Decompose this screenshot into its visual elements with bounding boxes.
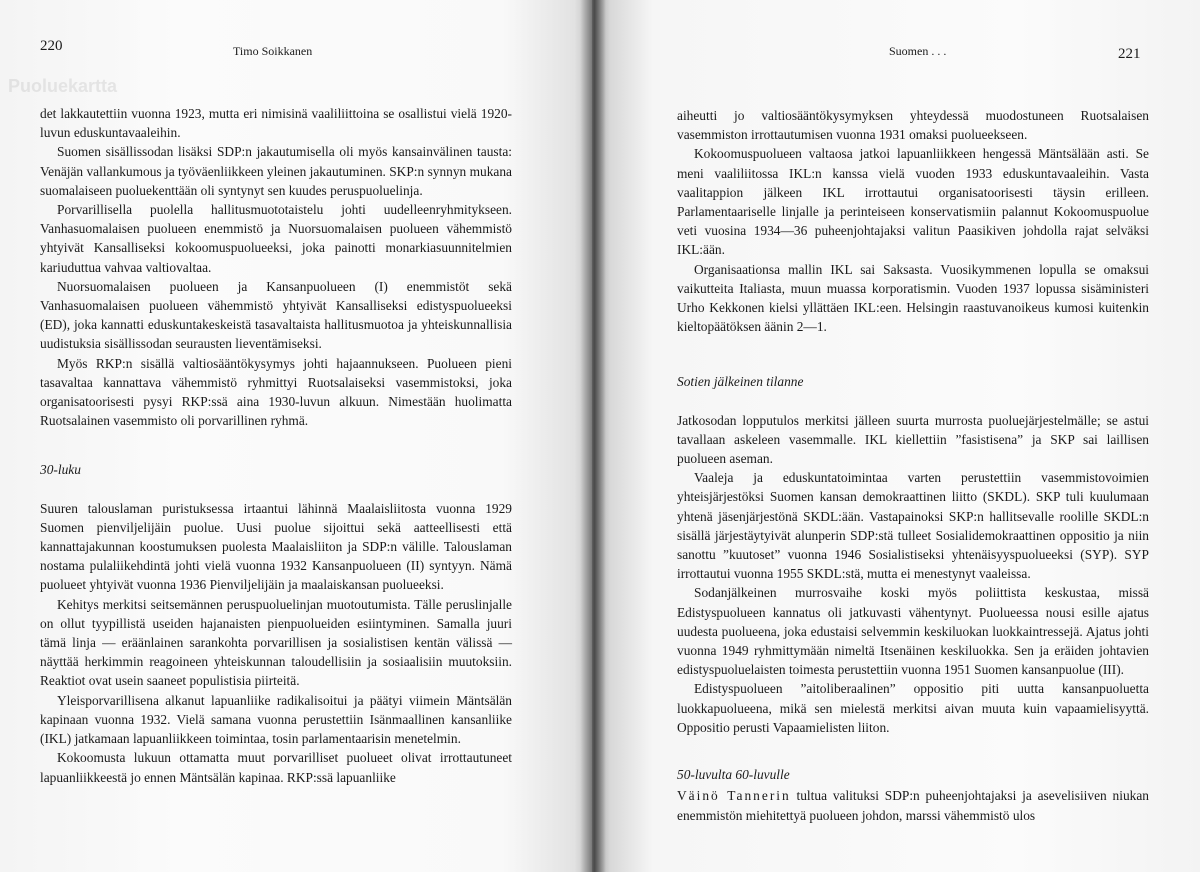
paragraph: Kokoomusta lukuun ottamatta muut porvarilliset puolueet olivat irrottautuneet lapuanliikkeestä jo ennen Mäntsälän kapinaa. RKP:ssä lapuanliike: [40, 750, 512, 785]
section-heading-50-60-luku: 50-luvulta 60-luvulle: [677, 767, 790, 783]
page-number-right: 221: [1118, 46, 1141, 62]
section-heading-30-luku: 30-luku: [40, 462, 81, 478]
running-head-author: Timo Soikkanen: [233, 44, 313, 58]
paragraph: Myös RKP:n sisällä valtiosääntökysymys johti hajaannukseen. Puolueen pieni tasavaltaa kannattava vähemmistö ryhmittyi Ruotsalaiseksi vasemmistoksi, joka organisatoorisesti pysyi RKP:ssä aina 1930-luvun alkuun. Nimestään huolimatta Ruotsalainen vasemmisto oli porvarillinen ryhmä.: [40, 355, 512, 429]
paragraph: Kokoomuspuolueen valtaosa jatkoi lapuanliikkeen hengessä Mäntsälään asti. Se meni vaaliliitossa IKL:n kanssa vielä vuoden 1933 eduskuntavaaleihin. Vasta vaalitappion jälkeen IKL irrottautui organisatoorisesti täysin erilleen. Parlamentaariselle linjalle ja perinteiseen konservatismiin palannut Kokoomuspuolue veti vuosina 1934—36 puheenjohtajaksi valitun Paasikiven johdolla rajat selväksi IKL:ään.: [677, 146, 1149, 258]
paragraph-text: tultua valituksi SDP:n puheenjohtajaksi ja asevelisiiven niukan enemmistön miehitettyä puolueen johdon, marssi vähemmistö ulos: [677, 788, 1149, 823]
paragraph: [677, 786, 1149, 824]
paragraph: Jatkosodan lopputulos merkitsi jälleen suurta murrosta puoluejärjestelmälle; se astui tavallaan askeleen vasemmalle. IKL kiellettiin ”fasistisena” ja SKP sai laillisen puolueen aseman.: [677, 412, 1149, 467]
right-intro-block: [677, 106, 1149, 336]
paragraph: Suuren talouslaman puristuksessa irtaantui lähinnä Maalaisliitosta vuonna 1929 Suomen pienviljelijäin puolue. Uusi puolue sijoittui sekä aatteellisesti että kannattajakunnan koostumuksen puolesta Maalaisliiton ja SDP:n välille. Talouslaman nostama pulaliikehdintä johti vielä vuonna 1932 Kansanpuolueen (II) syntyyn. Nämä puolueet yhtyivät vuonna 1936 Pienviljelijäin ja maalaiskansan puolueeksi.: [40, 500, 512, 593]
paragraph: det lakkautettiin vuonna 1923, mutta eri nimisinä vaaliliittoina se osallistui vielä 1920-luvun eduskuntavaaleihin.: [40, 106, 512, 141]
right-section1-block: [677, 411, 1149, 737]
paragraph: Vaaleja ja eduskuntatoimintaa varten perustettiin vasemmistovoimien yhteisjärjestöksi Suomen kansan demokraattinen liitto (SKDL). SKP tuli kuulumaan yhtenä jäsenjärjestönä SKDL:ään. Vastapainoksi SKP:n hallitsevalle roolille SKDL:n sisällä järjestäytyivät alunperin SDP:stä tulleet Sosialidemokraattinen oppositio ja niin sanottu ”kuutoset” vuonna 1946 Sosialistiseksi yhtenäisyyspuolueeksi (SYP). SYP irrottautui vuonna 1955 SKDL:stä, mutta ei menestynyt vaaleissa.: [677, 470, 1149, 582]
paragraph: aiheutti jo valtiosääntökysymyksen yhteydessä muodostuneen Ruotsalaisen vasemmiston irrottautumisen vuonna 1931 omaksi puolueekseen.: [677, 108, 1149, 143]
paragraph: Organisaationsa mallin IKL sai Saksasta. Vuosikymmenen lopulla se omaksui vaikutteita Italiasta, muun muassa korporatismin. Vuoden 1937 lopussa sisäministeri Urho Kekkonen kielsi yllättäen IKL:een. Helsingin raastuvanoikeus kumosi kuitenkin kieltopäätöksen äänin 2—1.: [677, 261, 1149, 335]
paragraph: Suomen sisällissodan lisäksi SDP:n jakautumisella oli myös kansainvälinen tausta: Venäjän vallankumous ja työväenliikkeen yleinen jakautuminen. SKP:n synnyn mukana suomalaiseen puoluekenttään oli syntynyt sen kuudes peruspuoluelinja.: [40, 144, 512, 198]
right-text-column: [677, 106, 1149, 825]
left-text-column: [40, 104, 512, 787]
paragraph: Edistyspuolueen ”aitoliberaalinen” oppositio piti uutta kansanpuoluetta luokkapuolueena, mikä sen mielestä merkitsi aivan muuta kuin vapaamielisyyttä. Oppositio perusti Vapaamielisten liiton.: [677, 681, 1149, 735]
left-section-block: [40, 499, 512, 787]
spaced-name: Väinö Tannerin: [677, 788, 791, 804]
right-page: [592, 0, 1200, 872]
paragraph: Sodanjälkeinen murrosvaihe koski myös poliittista keskustaa, missä Edistyspuolueen kannatus oli jatkuvasti vähentynyt. Puolueessa nousi esille ajatus uudesta puolueena, joka edustaisi selvemmin keskiluokan luokkaintressejä. Ajatus johti vuonna 1949 ryhmittymään nimeltä Itsenäinen keskiluokka. Sen ja eräiden johtavien edistyspuoluelaisten toimesta perustettiin vuonna 1951 Suomen kansanpuolue (III).: [677, 585, 1149, 678]
page-number-left: 220: [40, 38, 63, 54]
book-gutter-shadow: [580, 0, 606, 872]
paragraph: Nuorsuomalaisen puolueen ja Kansanpuolueen (I) enemmistöt sekä Vanhasuomalaisen puolueen vähemmistö yhtyivät Kansalliseksi edistyspuolueeksi (ED), joka kannatti eduskuntakeskeistä tasavaltaista hallitusmuotoa ja yhteiskunnallisia uudistuksia sisällissodan seurausten lieventämiseksi.: [40, 278, 512, 352]
left-intro-block: [40, 104, 512, 430]
right-section2-block: [677, 786, 1149, 824]
paragraph: Porvarillisella puolella hallitusmuototaistelu johti uudelleenryhmitykseen. Vanhasuomalaisen puolueen enemmistö ja Nuorsuomalaisen puolueen vähemmistö yhtyivät Kansalliseksi kokoomuspuolueeksi, joka painotti monarkiasuunnitelmien kariuduttua vahvaa valtiovaltaa.: [40, 202, 512, 275]
paragraph: Yleisporvarillisena alkanut lapuanliike radikalisoitui ja päätyi viimein Mäntsälän kapinaan vuonna 1932. Vielä samana vuonna perustettiin Isänmaallinen kansanliike (IKL) jatkamaan lapuanliikkeen toimintaa, tosin parlamentaarisin menetelmin.: [40, 692, 512, 747]
faded-margin-heading: Puoluekartta: [8, 76, 118, 96]
paragraph: Kehitys merkitsi seitsemännen peruspuoluelinjan muotoutumista. Tälle peruslinjalle on ollut tyypillistä useiden hajanaisten pienpuolueiden esiintyminen. Samalla juuri tämä linja — eräänlainen sarankohta porvarillisen ja sosialistisen kentän välissä — näyttää herkimmin reagoineen yhteiskunnan taloudellisiin ja sosiaalisiin muutoksiin. Reaktiot ovat usein saaneet populistisia piirteitä.: [40, 596, 512, 689]
section-heading-sotien-jalkeinen: Sotien jälkeinen tilanne: [677, 374, 804, 390]
running-head-chapter: Suomen . . .: [889, 44, 947, 58]
left-page: [0, 0, 592, 872]
